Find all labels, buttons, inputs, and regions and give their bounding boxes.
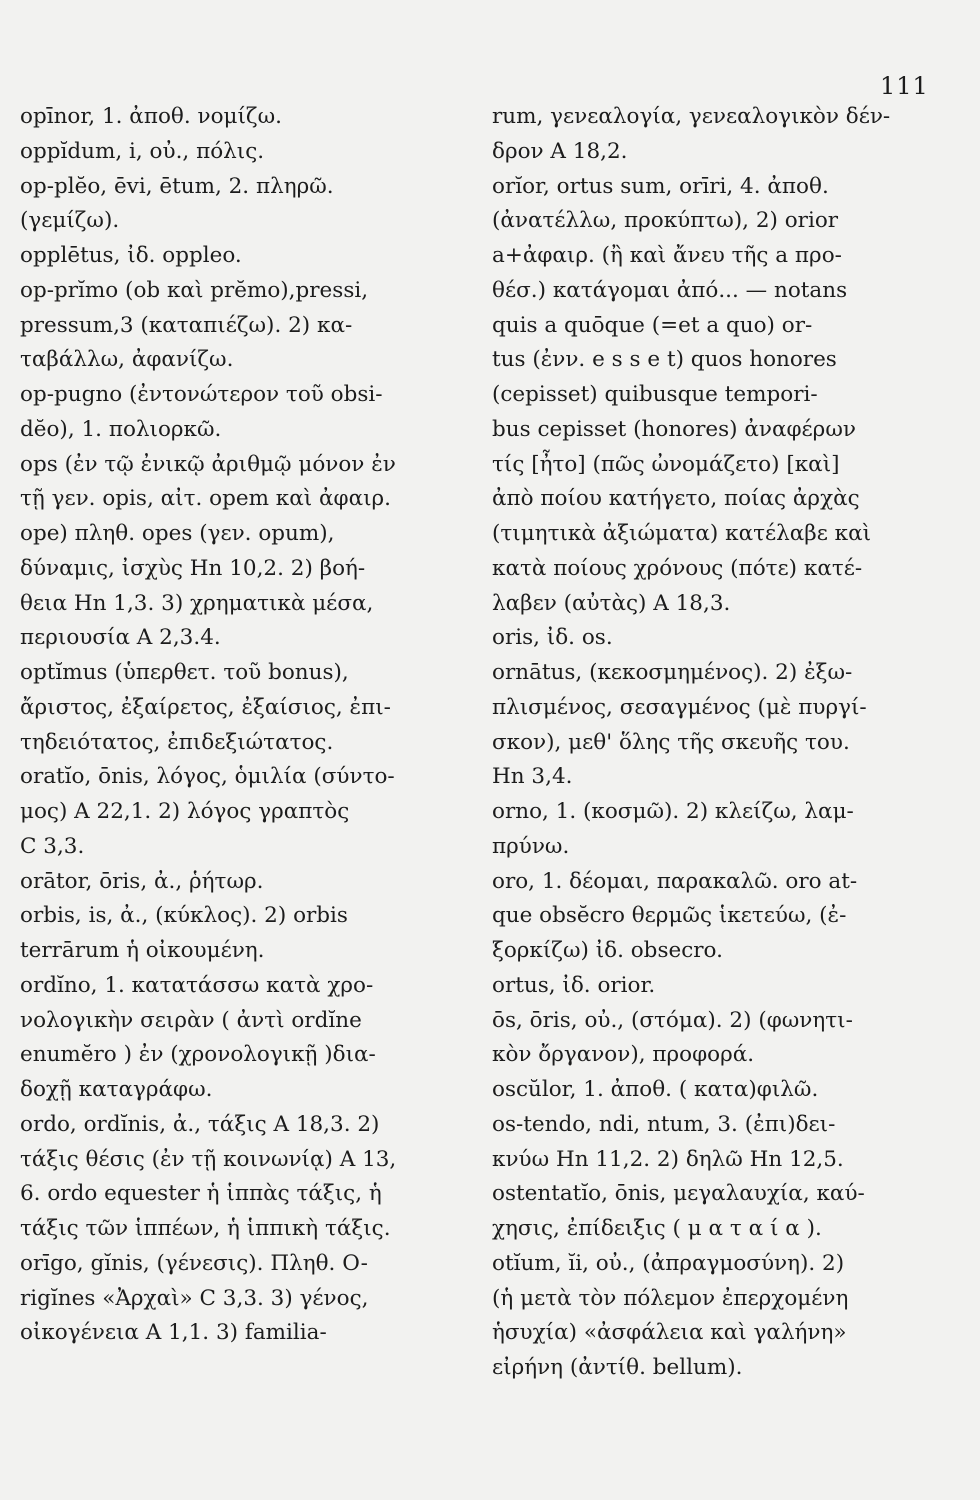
entry-line: λαβεν (αὐτὰς) A 18,3. xyxy=(492,590,731,616)
entry-line: op-plĕo, ēvi, ētum, 2. πληρῶ. xyxy=(20,173,334,199)
entry-line: (cepisset) quibusque tempori- xyxy=(492,382,818,407)
entry-line: τάξις τῶν ἱππέων, ἡ ἱππικὴ τάξις. xyxy=(20,1216,391,1241)
entry-line: ops (ἐν τῷ ἐνικῷ ἀριθμῷ μόνον ἐν xyxy=(20,451,396,477)
entry-line: tus (ἐνν. e s s e t) quos honores xyxy=(492,347,837,373)
entry-line: oris, ἰδ. os. xyxy=(492,625,613,651)
entry-line: θεια Hn 1,3. 3) χρηματικὰ μέσα, xyxy=(20,590,374,616)
entry-line: orno, 1. (κοσμῶ). 2) κλείζω, λαμ- xyxy=(492,799,854,824)
entry-line: (τιμητικὰ ἀξιώματα) κατέλαβε καὶ xyxy=(492,521,872,546)
entry-line: (ἀνατέλλω, προκύπτω), 2) orior xyxy=(492,208,839,234)
entry-line: op-pugno (ἐντονώτερον τοῦ obsi- xyxy=(20,382,383,407)
entry-line: νολογικὴν σειρὰν ( ἀντὶ ordĭne xyxy=(20,1007,362,1033)
entry-line: orĭor, ortus sum, orīri, 4. ἀποθ. xyxy=(492,173,829,199)
entry-line: op-prĭmo (ob καὶ prĕmo),pressi, xyxy=(20,277,369,303)
entry-line: oscŭlor, 1. ἀποθ. ( κατα)φιλῶ. xyxy=(492,1077,819,1102)
right-column xyxy=(492,100,940,1386)
entry-line: μος) A 22,1. 2) λόγος γραπτὸς xyxy=(20,799,350,824)
entry-line: a+ἀφαιρ. (ἢ καὶ ἄνευ τῆς a προ- xyxy=(492,243,842,268)
entry-line: ostentatĭo, ōnis, μεγαλαυχία, καύ- xyxy=(492,1181,865,1207)
entry-line: Hn 3,4. xyxy=(492,764,573,790)
entry-line: ἡσυχία) «ἀσφάλεια καὶ γαλήνη» xyxy=(492,1320,847,1346)
entry-line: orbis, is, ἀ., (κύκλος). 2) orbis xyxy=(20,903,348,929)
entry-line: opplētus, ἰδ. oppleo. xyxy=(20,243,242,268)
entry-line: χησις, ἐπίδειξις ( μ α τ α ί α ). xyxy=(492,1216,822,1241)
entry-line: εἰρήνη (ἀντίθ. bellum). xyxy=(492,1355,743,1380)
entry-line: rigĭnes «Ἀρχαὶ» C 3,3. 3) γένος, xyxy=(20,1285,369,1311)
entry-line: que obsĕcro θερμῶς ἱκετεύω, (ἐ- xyxy=(492,903,847,929)
entry-line: περιουσία A 2,3.4. xyxy=(20,625,221,651)
entry-line: ōs, ōris, οὐ., (στόμα). 2) (φωνητι- xyxy=(492,1007,853,1033)
entry-line: C 3,3. xyxy=(20,833,85,859)
entry-line: τῇ γεν. opis, αἰτ. opem καὶ ἀφαιρ. xyxy=(20,486,392,512)
entry-line: κνύω Hn 11,2. 2) δηλῶ Hn 12,5. xyxy=(492,1146,844,1172)
entry-line: ordo, ordĭnis, ἀ., τάξις A 18,3. 2) xyxy=(20,1111,380,1137)
entry-line: rum, γενεαλογία, γενεαλογικὸν δέν- xyxy=(492,104,891,129)
entry-line: κατὰ ποίους χρόνους (πότε) κατέ- xyxy=(492,555,863,581)
entry-line: τηδειότατος, ἐπιδεξιώτατος. xyxy=(20,729,334,755)
entry-line: πλισμένος, σεσαγμένος (μὲ πυργί- xyxy=(492,694,867,720)
entry-line: τίς [ἦτο] (πῶς ὠνομάζετο) [καὶ] xyxy=(492,451,840,477)
entry-line: bus cepisset (honores) ἀναφέρων xyxy=(492,416,856,442)
entry-line: enumĕro ) ἐν (χρονολογικῇ )δια- xyxy=(20,1042,376,1068)
left-column xyxy=(20,100,460,1351)
entry-line: 6. ordo equester ἡ ἱππὰς τάξις, ἡ xyxy=(20,1181,382,1207)
entry-line: σκον), μεθ' ὅλης τῆς σκευῆς του. xyxy=(492,729,850,755)
entry-line: dĕo), 1. πολιορκῶ. xyxy=(20,416,222,442)
entry-line: ortus, ἰδ. orior. xyxy=(492,972,656,998)
entry-line: (ἡ μετὰ τὸν πόλεμον ἐπερχομένη xyxy=(492,1285,849,1311)
entry-line: terrārum ἡ οἰκουμένη. xyxy=(20,938,265,963)
entry-line: ἄριστος, ἐξαίρετος, ἐξαίσιος, ἐπι- xyxy=(20,694,391,720)
entry-line: πρύνω. xyxy=(492,833,570,859)
entry-line: oratĭo, ōnis, λόγος, ὁμιλία (σύντο- xyxy=(20,764,395,790)
entry-line: oro, 1. δέομαι, παρακαλῶ. oro at- xyxy=(492,868,858,894)
entry-line: orātor, ōris, ἀ., ῥήτωρ. xyxy=(20,868,264,894)
entry-line: orīgo, gĭnis, (γένεσις). Πληθ. O- xyxy=(20,1250,368,1276)
entry-line: ornātus, (κεκοσμημένος). 2) ἐξω- xyxy=(492,660,853,685)
entry-line: opīnor, 1. ἀποθ. νομίζω. xyxy=(20,104,282,129)
entry-line: οἰκογένεια A 1,1. 3) familia- xyxy=(20,1320,327,1346)
entry-line: pressum,3 (καταπιέζω). 2) κα- xyxy=(20,312,353,338)
entry-line: τάξις θέσις (ἐν τῇ κοινωνίᾳ) A 13, xyxy=(20,1146,397,1172)
page-number: 111 xyxy=(880,72,929,100)
entry-line: ξορκίζω) ἰδ. obsecro. xyxy=(492,938,723,963)
entry-line: oppĭdum, i, οὐ., πόλις. xyxy=(20,138,265,164)
entry-line: quis a quōque (=et a quo) or- xyxy=(492,312,813,338)
entry-line: (γεμίζω). xyxy=(20,208,120,234)
entry-line: θέσ.) κατάγομαι ἀπό... — notans xyxy=(492,277,848,303)
entry-line: otĭum, ĭi, οὐ., (ἀπραγμοσύνη). 2) xyxy=(492,1250,845,1276)
entry-line: os-tendo, ndi, ntum, 3. (ἐπι)δει- xyxy=(492,1111,836,1137)
entry-line: κὸν ὄργανον), προφορά. xyxy=(492,1042,755,1068)
entry-line: δοχῇ καταγράφω. xyxy=(20,1077,213,1102)
entry-line: ἀπὸ ποίου κατήγετο, ποίας ἀρχὰς xyxy=(492,486,860,512)
entry-line: optĭmus (ὑπερθετ. τοῦ bonus), xyxy=(20,660,349,685)
entry-line: ταβάλλω, ἀφανίζω. xyxy=(20,347,234,373)
entry-line: δύναμις, ἰσχὺς Hn 10,2. 2) βοή- xyxy=(20,555,366,581)
entry-line: δρον A 18,2. xyxy=(492,138,628,164)
entry-line: ope) πληθ. opes (γεν. opum), xyxy=(20,521,335,546)
entry-line: ordĭno, 1. κατατάσσω κατὰ χρο- xyxy=(20,972,374,998)
